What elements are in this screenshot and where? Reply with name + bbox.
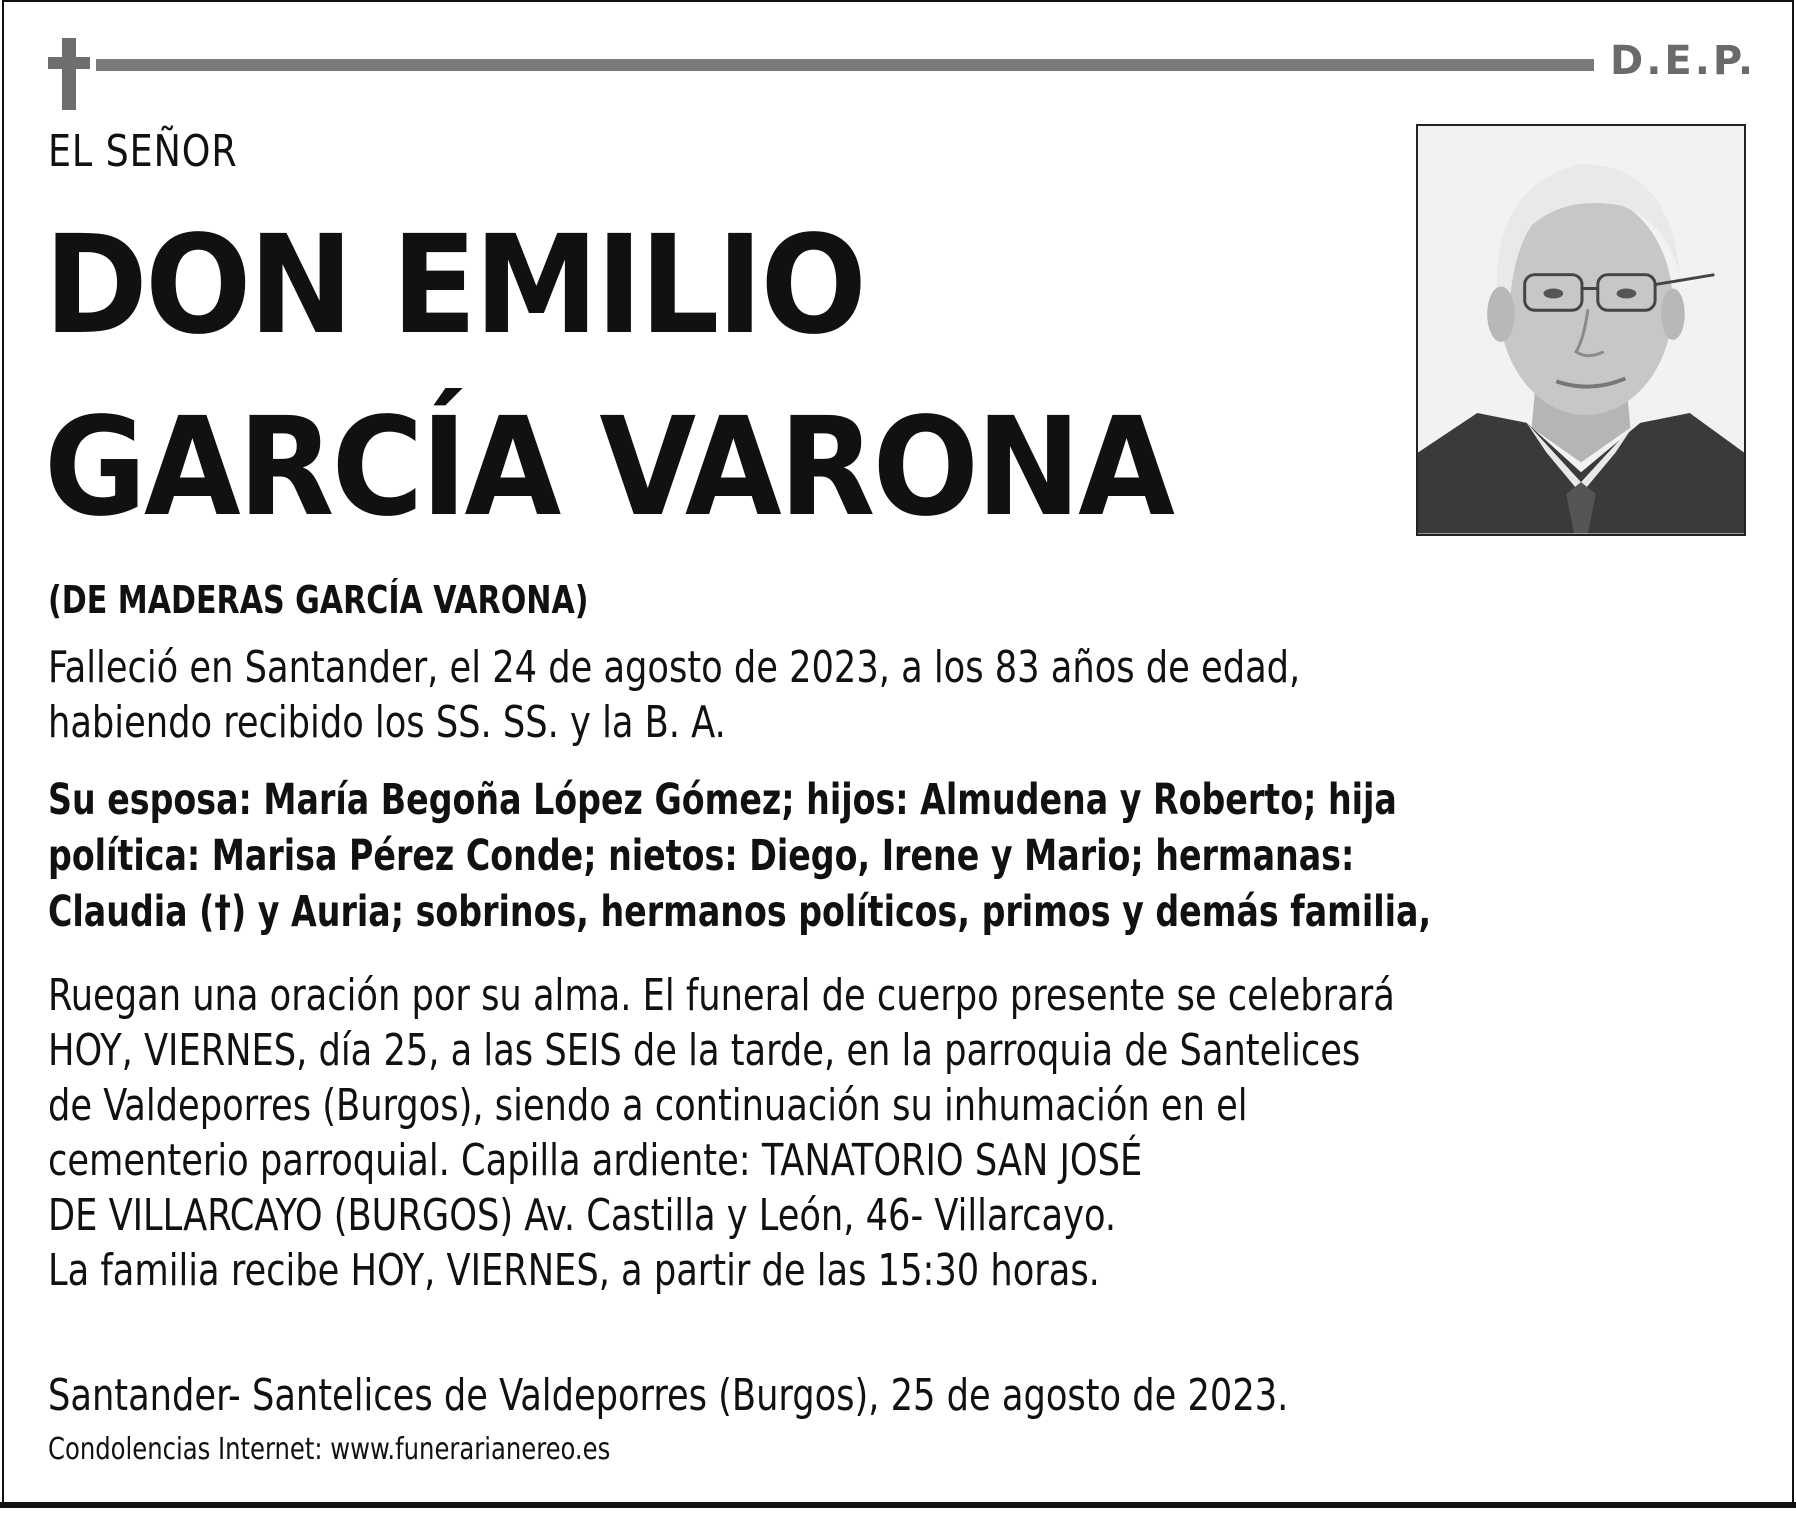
condolences-link[interactable]: Condolencias Internet: www.funerarianereo.es	[48, 1432, 611, 1467]
cross-icon-bar	[48, 57, 90, 69]
service-line: de Valdeporres (Burgos), siendo a continuación su inhumación en el	[48, 1080, 1248, 1131]
family-list	[48, 772, 1510, 940]
family-line: Claudia (†) y Auria; sobrinos, hermanos políticos, primos y demás familia,	[48, 887, 1432, 937]
portrait-photo-icon	[1418, 126, 1744, 534]
company-note: (DE MADERAS GARCÍA VARONA)	[48, 578, 589, 622]
place-date: Santander- Santelices de Valdeporres (Burgos), 25 de agosto de 2023.	[48, 1370, 1289, 1421]
service-line: cementerio parroquial. Capilla ardiente: TANATORIO SAN JOSÉ	[48, 1135, 1143, 1186]
header-rule	[96, 59, 1594, 71]
deceased-name-line2: GARCÍA VARONA	[44, 389, 1173, 547]
dep-label: D.E.P.	[1610, 38, 1757, 84]
death-notice-line: habiendo recibido los SS. SS. y la B. A.	[48, 697, 726, 748]
family-line: política: Marisa Pérez Conde; nietos: Diego, Irene y Mario; hermanas:	[48, 831, 1355, 881]
service-line: Ruegan una oración por su alma. El funeral de cuerpo presente se celebrará	[48, 970, 1395, 1021]
cross-icon	[62, 38, 76, 110]
deceased-name-line1: DON EMILIO	[44, 207, 865, 365]
portrait-photo	[1416, 124, 1746, 536]
service-line: DE VILLARCAYO (BURGOS) Av. Castilla y León, 46- Villarcayo.	[48, 1190, 1117, 1241]
service-details	[48, 968, 1561, 1298]
family-line: Su esposa: María Begoña López Gómez; hijos: Almudena y Roberto; hija	[48, 775, 1397, 825]
service-line: La familia recibe HOY, VIERNES, a partir de las 15:30 horas.	[48, 1245, 1100, 1296]
death-notice	[48, 640, 1561, 750]
death-notice-line: Falleció en Santander, el 24 de agosto de 2023, a los 83 años de edad,	[48, 642, 1301, 693]
salutation: EL SEÑOR	[48, 126, 238, 177]
service-line: HOY, VIERNES, día 25, a las SEIS de la tarde, en la parroquia de Santelices	[48, 1025, 1361, 1076]
bottom-rule	[0, 1502, 1796, 1508]
